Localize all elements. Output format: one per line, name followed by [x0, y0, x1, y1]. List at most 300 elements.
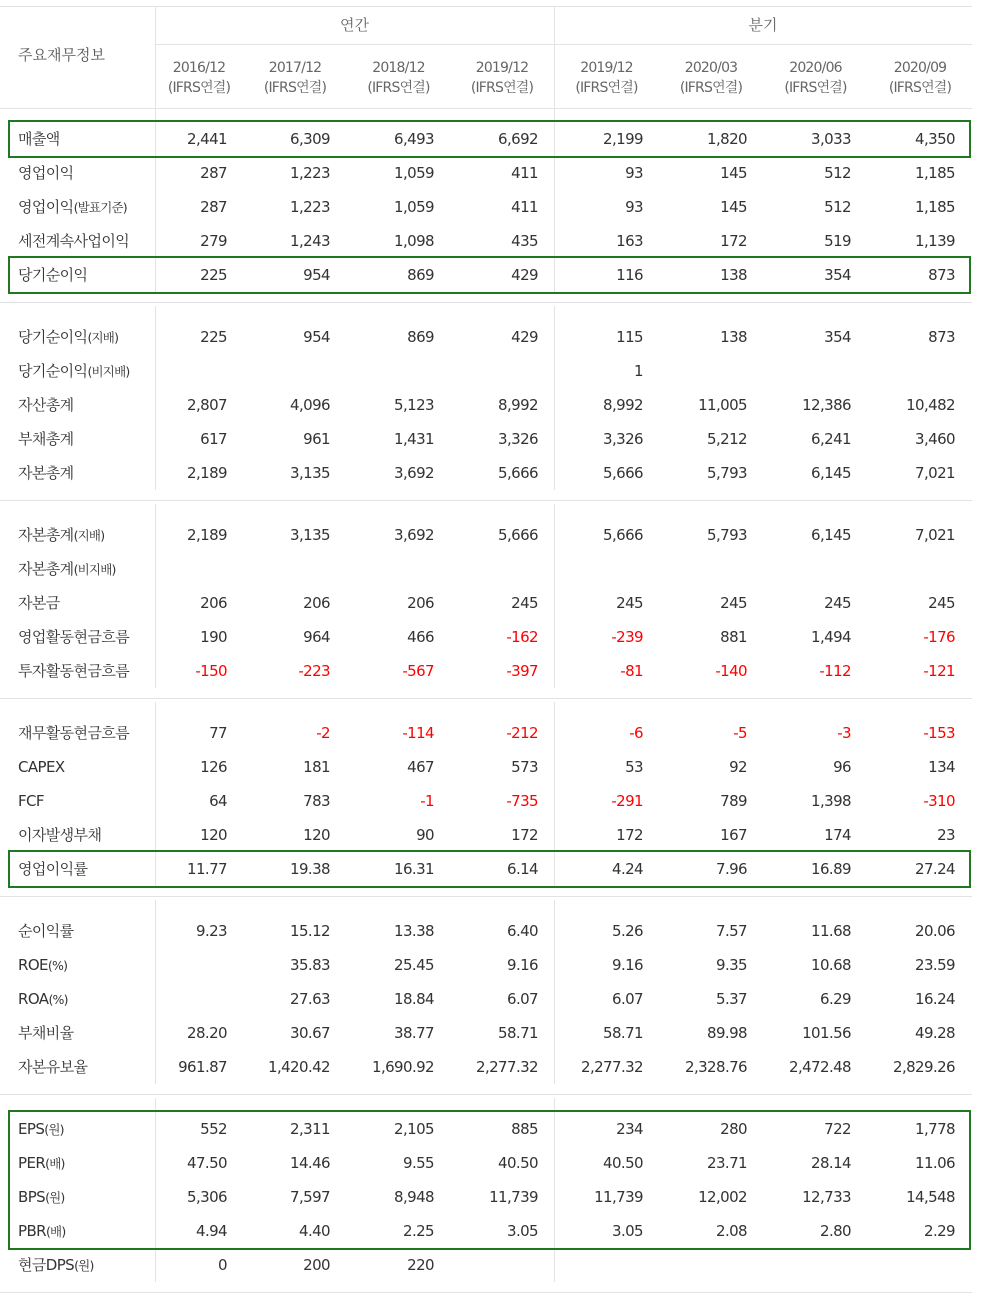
value-cell: 873 [928, 266, 955, 284]
value-cell: 411 [511, 164, 538, 182]
value-cell: 0 [218, 1256, 227, 1274]
value-cell: 16.24 [915, 990, 955, 1008]
row-label: 순이익률 [18, 922, 74, 940]
row-label: FCF [18, 792, 44, 810]
value-cell: 429 [511, 328, 538, 346]
value-cell: 6,145 [811, 526, 851, 544]
value-cell: 14.46 [290, 1154, 330, 1172]
value-cell: 2,189 [187, 464, 227, 482]
value-cell: 1,420.42 [268, 1058, 330, 1076]
column-basis: (IFRS연결) [575, 80, 638, 96]
value-cell: 11,005 [698, 396, 747, 414]
value-cell: 234 [616, 1120, 643, 1138]
value-cell: 5.26 [612, 922, 643, 940]
table-title: 주요재무정보 [18, 46, 105, 64]
value-cell [450, 354, 538, 388]
column-basis: (IFRS연결) [470, 80, 534, 96]
value-cell: 27.63 [290, 990, 330, 1008]
column-header [450, 50, 554, 114]
value-cell: 869 [407, 328, 434, 346]
value-cell: 5,666 [498, 464, 538, 482]
table-row [0, 518, 972, 552]
value-cell: 6.29 [820, 990, 851, 1008]
value-cell: 961 [303, 430, 330, 448]
column-basis: (IFRS연결) [167, 80, 231, 96]
value-cell: 722 [824, 1120, 851, 1138]
value-cell: 181 [303, 758, 330, 776]
value-cell [763, 552, 851, 586]
value-cell: 174 [824, 826, 851, 844]
row-label: 매출액 [18, 130, 60, 148]
table-row [0, 1112, 972, 1146]
value-cell: 6,241 [811, 430, 851, 448]
value-cell: 220 [407, 1256, 434, 1274]
value-cell: 245 [928, 594, 955, 612]
value-cell: 617 [200, 430, 227, 448]
value-cell: 225 [200, 328, 227, 346]
column-header [659, 50, 763, 114]
value-cell: 2,199 [603, 130, 643, 148]
value-cell [763, 1248, 851, 1282]
column-basis: (IFRS연결) [679, 80, 743, 96]
row-label: EPS(원) [18, 1120, 64, 1138]
value-cell: 3,135 [290, 526, 330, 544]
value-cell: 163 [616, 232, 643, 250]
value-cell: 6,692 [498, 130, 538, 148]
value-cell: 58.71 [603, 1024, 643, 1042]
value-cell: 145 [720, 198, 747, 216]
value-cell: 1,243 [290, 232, 330, 250]
value-cell: 789 [720, 792, 747, 810]
value-cell [659, 552, 747, 586]
column-period: 2016/12 [172, 60, 226, 76]
value-cell: 2.08 [716, 1222, 747, 1240]
value-cell: 49.28 [915, 1024, 955, 1042]
column-header [155, 50, 243, 114]
value-cell: 5,666 [603, 464, 643, 482]
column-basis: (IFRS연결) [263, 80, 327, 96]
value-cell: -150 [195, 662, 227, 680]
value-cell: 58.71 [498, 1024, 538, 1042]
row-label: 자본금 [18, 594, 60, 612]
row-label: ROA(%) [18, 990, 68, 1008]
value-cell: 354 [824, 266, 851, 284]
column-period: 2017/12 [268, 60, 322, 76]
value-cell: 429 [511, 266, 538, 284]
value-cell [347, 552, 434, 586]
column-header [763, 50, 868, 114]
column-period: 2020/09 [893, 60, 947, 76]
value-cell: 245 [616, 594, 643, 612]
value-cell: 4.24 [612, 860, 643, 878]
value-cell: 1,494 [811, 628, 851, 646]
value-cell: 8,992 [498, 396, 538, 414]
column-header [868, 50, 972, 114]
value-cell: 93 [625, 198, 643, 216]
row-label: 당기순이익(비지배) [18, 362, 130, 380]
table-row [0, 156, 972, 190]
row-label: 자본총계 [18, 464, 74, 482]
value-cell: 23 [937, 826, 955, 844]
value-cell: 172 [720, 232, 747, 250]
value-cell: 245 [824, 594, 851, 612]
value-cell: 3.05 [507, 1222, 538, 1240]
value-cell: 64 [209, 792, 227, 810]
value-cell: 2,311 [290, 1120, 330, 1138]
value-cell: 14,548 [906, 1188, 955, 1206]
value-cell: -5 [733, 724, 747, 742]
value-cell: 120 [200, 826, 227, 844]
value-cell: 2.80 [820, 1222, 851, 1240]
table-row [0, 1016, 972, 1050]
value-cell [155, 354, 227, 388]
value-cell: 28.20 [187, 1024, 227, 1042]
value-cell: 4,350 [915, 130, 955, 148]
value-cell: 12,386 [802, 396, 851, 414]
table-row [0, 422, 972, 456]
value-cell: 9.35 [716, 956, 747, 974]
value-cell: 964 [303, 628, 330, 646]
table-row [0, 122, 972, 156]
row-label: CAPEX [18, 758, 65, 776]
value-cell: 1,059 [394, 164, 434, 182]
value-cell: 1,690.92 [372, 1058, 434, 1076]
row-label: 이자발생부채 [18, 826, 102, 844]
value-cell: 7,597 [290, 1188, 330, 1206]
value-cell [450, 1248, 538, 1282]
column-period: 2020/06 [789, 60, 842, 76]
row-label: PER(배) [18, 1154, 65, 1172]
value-cell [868, 354, 955, 388]
value-cell: 27.24 [915, 860, 955, 878]
value-cell: 552 [200, 1120, 227, 1138]
value-cell: 279 [200, 232, 227, 250]
value-cell: -81 [620, 662, 643, 680]
value-cell: 38.77 [394, 1024, 434, 1042]
value-cell [554, 1248, 643, 1282]
value-cell: 881 [720, 628, 747, 646]
value-cell: 6,145 [811, 464, 851, 482]
value-cell: 573 [511, 758, 538, 776]
value-cell: 20.06 [915, 922, 955, 940]
value-cell: -2 [316, 724, 330, 742]
value-cell: 4,096 [290, 396, 330, 414]
value-cell: 9.16 [612, 956, 643, 974]
value-cell: 11.68 [811, 922, 851, 940]
value-cell [347, 354, 434, 388]
value-cell: 9.55 [403, 1154, 434, 1172]
annual-group-header: 연간 [340, 16, 369, 34]
table-row [0, 258, 972, 292]
table-row [0, 914, 972, 948]
value-cell: 40.50 [603, 1154, 643, 1172]
value-cell: 5,123 [394, 396, 434, 414]
table-row [0, 552, 972, 586]
value-cell: 92 [729, 758, 747, 776]
row-label: 투자활동현금흐름 [18, 662, 130, 680]
column-basis: (IFRS연결) [367, 80, 430, 96]
value-cell: 3,692 [394, 526, 434, 544]
column-period: 2020/03 [684, 60, 738, 76]
value-cell: 354 [824, 328, 851, 346]
value-cell: 93 [625, 164, 643, 182]
value-cell: 18.84 [394, 990, 434, 1008]
column-basis: (IFRS연결) [888, 80, 952, 96]
value-cell: -1 [420, 792, 434, 810]
value-cell: 11,739 [489, 1188, 538, 1206]
value-cell: -140 [715, 662, 747, 680]
value-cell: 5.37 [716, 990, 747, 1008]
value-cell: 1,398 [811, 792, 851, 810]
value-cell: 245 [720, 594, 747, 612]
value-cell: 11.77 [187, 860, 227, 878]
table-row [0, 1180, 972, 1214]
value-cell [450, 552, 538, 586]
value-cell: 2,328.76 [685, 1058, 747, 1076]
value-cell: 873 [928, 328, 955, 346]
value-cell: 435 [511, 232, 538, 250]
row-label: 재무활동현금흐름 [18, 724, 130, 742]
column-header [554, 50, 659, 114]
value-cell: 280 [720, 1120, 747, 1138]
value-cell: 783 [303, 792, 330, 810]
table-row [0, 224, 972, 258]
value-cell: -6 [629, 724, 643, 742]
value-cell: -397 [506, 662, 538, 680]
value-cell: 9.16 [507, 956, 538, 974]
table-row [0, 982, 972, 1016]
column-basis: (IFRS연결) [784, 80, 847, 96]
value-cell: 96 [833, 758, 851, 776]
table-row [0, 948, 972, 982]
table-row [0, 1214, 972, 1248]
value-cell: 23.71 [707, 1154, 747, 1172]
value-cell: 1,185 [915, 164, 955, 182]
value-cell: -567 [402, 662, 434, 680]
value-cell: 7.96 [716, 860, 747, 878]
table-row [0, 716, 972, 750]
value-cell: 101.56 [802, 1024, 851, 1042]
value-cell: 8,948 [394, 1188, 434, 1206]
value-cell: -735 [506, 792, 538, 810]
value-cell: 25.45 [394, 956, 434, 974]
value-cell: 225 [200, 266, 227, 284]
value-cell: -153 [923, 724, 955, 742]
row-label: 자산총계 [18, 396, 74, 414]
value-cell: -176 [923, 628, 955, 646]
value-cell: 2,829.26 [893, 1058, 955, 1076]
row-label: PBR(배) [18, 1222, 66, 1240]
table-row [0, 190, 972, 224]
value-cell: 512 [824, 198, 851, 216]
value-cell: 1,139 [915, 232, 955, 250]
value-cell: 1,059 [394, 198, 434, 216]
value-cell: 167 [720, 826, 747, 844]
table-row [0, 320, 972, 354]
value-cell: -162 [506, 628, 538, 646]
value-cell: 6,493 [394, 130, 434, 148]
value-cell: 190 [200, 628, 227, 646]
value-cell: 200 [303, 1256, 330, 1274]
value-cell: 6.40 [507, 922, 538, 940]
column-period: 2019/12 [580, 60, 633, 76]
value-cell: 1 [634, 362, 643, 380]
value-cell: -223 [298, 662, 330, 680]
row-label: 부채비율 [18, 1024, 74, 1042]
value-cell: 1,431 [394, 430, 434, 448]
row-label: 세전계속사업이익 [18, 232, 130, 250]
value-cell [868, 552, 955, 586]
value-cell: 2.29 [924, 1222, 955, 1240]
value-cell: 47.50 [187, 1154, 227, 1172]
value-cell: 6.07 [507, 990, 538, 1008]
table-row [0, 818, 972, 852]
row-label: 영업이익(발표기준) [18, 198, 127, 216]
value-cell: 411 [511, 198, 538, 216]
value-cell: 4.40 [299, 1222, 330, 1240]
value-cell: 145 [720, 164, 747, 182]
table-row [0, 388, 972, 422]
value-cell: 172 [511, 826, 538, 844]
value-cell: 16.31 [394, 860, 434, 878]
value-cell: 8,992 [603, 396, 643, 414]
value-cell [243, 552, 330, 586]
value-cell: 5,306 [187, 1188, 227, 1206]
value-cell: -212 [506, 724, 538, 742]
row-label: 자본유보율 [18, 1058, 88, 1076]
value-cell: 519 [824, 232, 851, 250]
row-label: BPS(원) [18, 1188, 65, 1206]
value-cell: -291 [611, 792, 643, 810]
value-cell: 115 [616, 328, 643, 346]
value-cell: 287 [200, 198, 227, 216]
value-cell: 7,021 [915, 526, 955, 544]
value-cell: 206 [303, 594, 330, 612]
value-cell: 1,778 [915, 1120, 955, 1138]
value-cell: -239 [611, 628, 643, 646]
value-cell: 2,277.32 [581, 1058, 643, 1076]
value-cell: 10.68 [811, 956, 851, 974]
value-cell: 120 [303, 826, 330, 844]
value-cell: 40.50 [498, 1154, 538, 1172]
value-cell: 11.06 [915, 1154, 955, 1172]
value-cell: 5,212 [707, 430, 747, 448]
column-header [347, 50, 450, 114]
value-cell: 138 [720, 328, 747, 346]
value-cell: 35.83 [290, 956, 330, 974]
value-cell: -112 [819, 662, 851, 680]
value-cell: 5,793 [707, 464, 747, 482]
value-cell: 885 [511, 1120, 538, 1138]
value-cell: 6,309 [290, 130, 330, 148]
value-cell [659, 354, 747, 388]
value-cell: 1,185 [915, 198, 955, 216]
quarterly-group-header: 분기 [748, 16, 778, 34]
row-label: 현금DPS(원) [18, 1256, 94, 1274]
value-cell: 2,472.48 [789, 1058, 851, 1076]
value-cell: 512 [824, 164, 851, 182]
value-cell: 116 [616, 266, 643, 284]
value-cell: 954 [303, 328, 330, 346]
table-row [0, 456, 972, 490]
value-cell: 2.25 [403, 1222, 434, 1240]
value-cell: 3,326 [498, 430, 538, 448]
value-cell [659, 1248, 747, 1282]
value-cell: 9.23 [196, 922, 227, 940]
row-label: ROE(%) [18, 956, 68, 974]
value-cell: -114 [402, 724, 434, 742]
value-cell: 15.12 [290, 922, 330, 940]
value-cell: 5,666 [498, 526, 538, 544]
value-cell: 3,326 [603, 430, 643, 448]
value-cell [868, 1248, 955, 1282]
table-row [0, 1248, 972, 1282]
value-cell: 12,002 [698, 1188, 747, 1206]
value-cell: -121 [923, 662, 955, 680]
value-cell: 134 [928, 758, 955, 776]
value-cell: 1,223 [290, 198, 330, 216]
value-cell: 23.59 [915, 956, 955, 974]
value-cell: 287 [200, 164, 227, 182]
value-cell: 5,793 [707, 526, 747, 544]
value-cell [155, 552, 227, 586]
row-label: 영업활동현금흐름 [18, 628, 130, 646]
value-cell: 3.05 [612, 1222, 643, 1240]
value-cell: 1,820 [707, 130, 747, 148]
value-cell: 206 [407, 594, 434, 612]
column-period: 2018/12 [372, 60, 425, 76]
value-cell [155, 982, 227, 1016]
column-header [243, 50, 347, 114]
value-cell: 2,441 [187, 130, 227, 148]
value-cell [243, 354, 330, 388]
value-cell: 138 [720, 266, 747, 284]
value-cell: 19.38 [290, 860, 330, 878]
value-cell: 3,135 [290, 464, 330, 482]
value-cell: -310 [923, 792, 955, 810]
value-cell: -3 [837, 724, 851, 742]
table-row [0, 620, 972, 654]
value-cell: 7,021 [915, 464, 955, 482]
value-cell: 2,189 [187, 526, 227, 544]
value-cell: 3,460 [915, 430, 955, 448]
row-label: 자본총계(지배) [18, 526, 105, 544]
value-cell: 10,482 [906, 396, 955, 414]
value-cell: 1,098 [394, 232, 434, 250]
value-cell: 13.38 [394, 922, 434, 940]
value-cell: 1,223 [290, 164, 330, 182]
value-cell: 5,666 [603, 526, 643, 544]
value-cell: 954 [303, 266, 330, 284]
value-cell: 7.57 [716, 922, 747, 940]
value-cell: 2,807 [187, 396, 227, 414]
value-cell: 90 [416, 826, 434, 844]
value-cell: 126 [200, 758, 227, 776]
value-cell: 3,692 [394, 464, 434, 482]
column-period: 2019/12 [475, 60, 529, 76]
value-cell [763, 354, 851, 388]
row-label: 자본총계(비지배) [18, 560, 116, 578]
table-row [0, 1050, 972, 1084]
value-cell: 2,105 [394, 1120, 434, 1138]
value-cell: 961.87 [178, 1058, 227, 1076]
value-cell: 30.67 [290, 1024, 330, 1042]
table-row [0, 750, 972, 784]
row-label: 당기순이익(지배) [18, 328, 119, 346]
value-cell: 89.98 [707, 1024, 747, 1042]
value-cell: 16.89 [811, 860, 851, 878]
value-cell: 28.14 [811, 1154, 851, 1172]
